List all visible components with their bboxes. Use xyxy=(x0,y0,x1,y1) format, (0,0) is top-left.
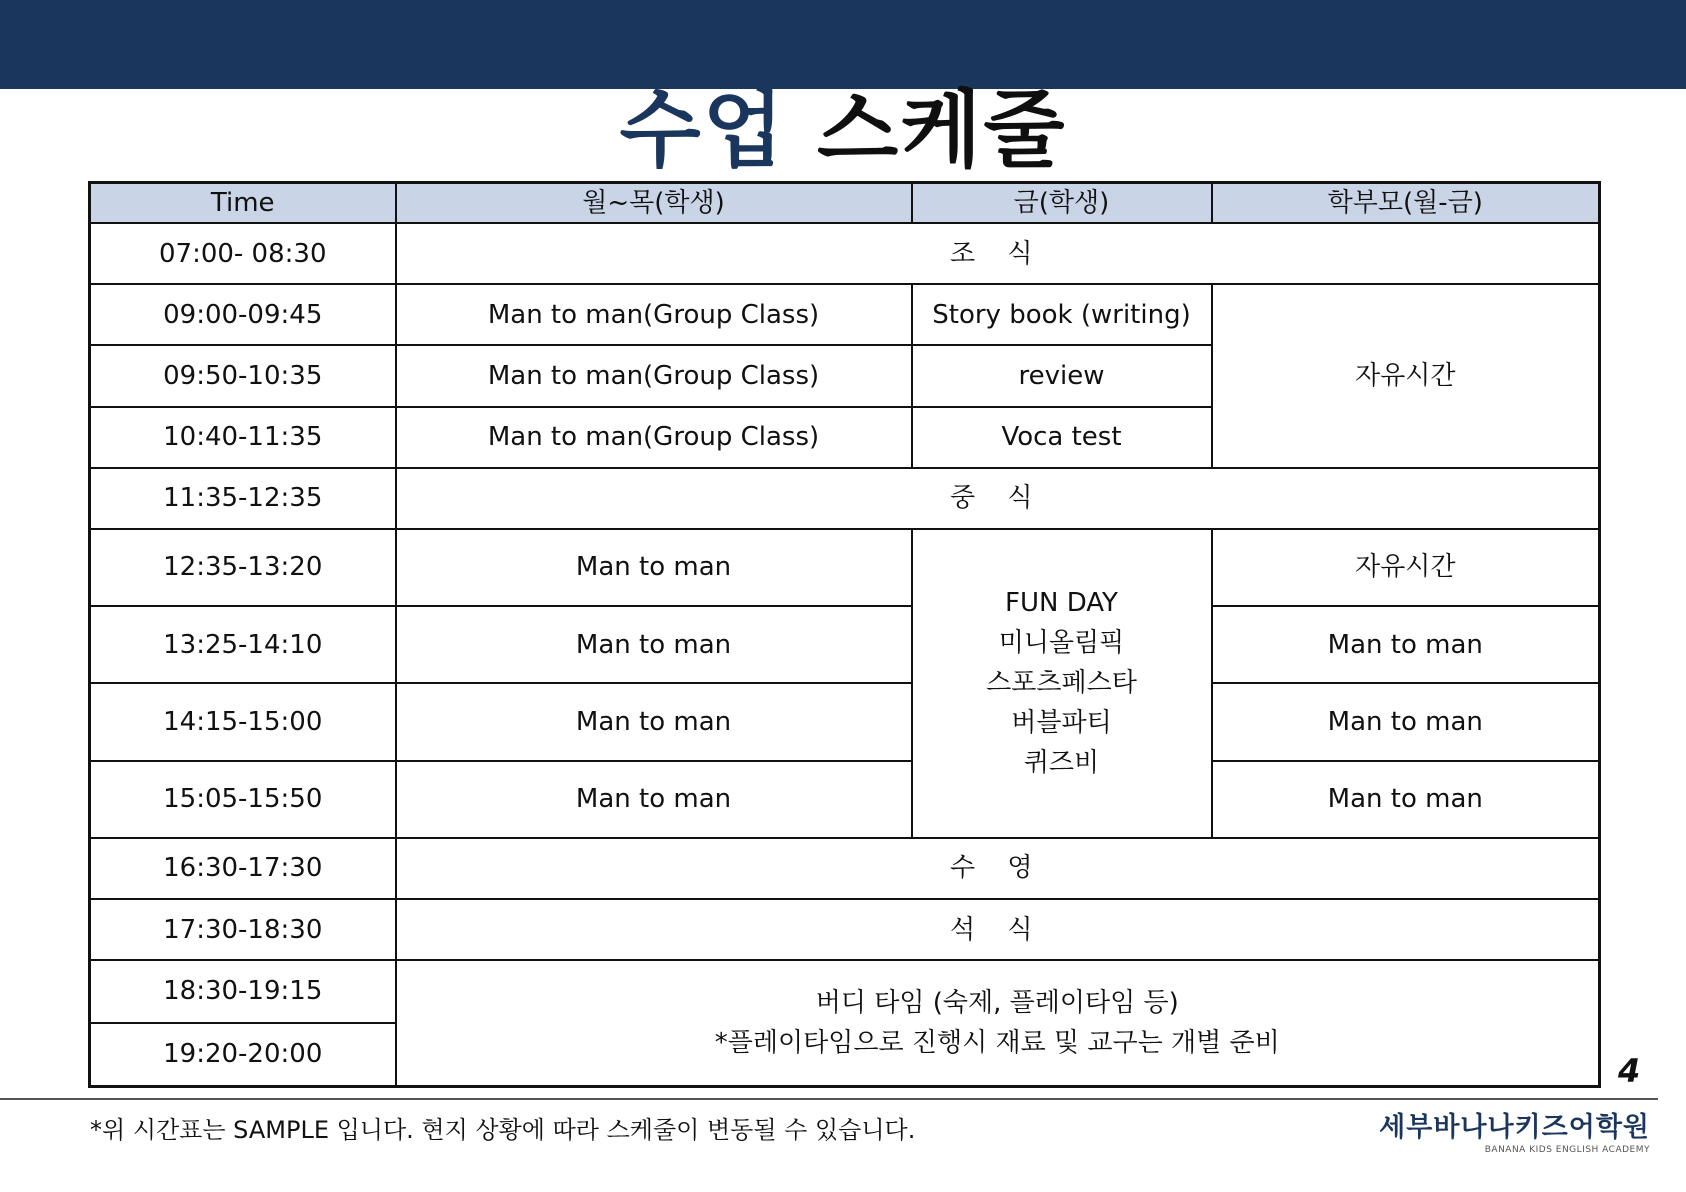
schedule-table xyxy=(88,181,1601,1088)
time-cell: 16:30-17:30 xyxy=(90,838,396,899)
time-cell: 12:35-13:20 xyxy=(90,529,396,606)
time-cell: 19:20-20:00 xyxy=(90,1023,396,1087)
dinner-cell: 석 식 xyxy=(396,899,1600,960)
table-row xyxy=(90,838,1600,899)
time-cell: 15:05-15:50 xyxy=(90,761,396,838)
time-cell: 09:50-10:35 xyxy=(90,345,396,406)
buddy-time-cell xyxy=(396,960,1600,1086)
title-part-2: 스케줄 xyxy=(817,81,1067,179)
header-time: Time xyxy=(90,183,396,224)
mon-thu-cell: Man to man(Group Class) xyxy=(396,284,912,345)
table-row xyxy=(90,606,1600,683)
academy-logo xyxy=(1379,1105,1650,1155)
time-cell: 11:35-12:35 xyxy=(90,468,396,529)
mon-thu-cell: Man to man xyxy=(396,606,912,683)
footer-divider xyxy=(0,1098,1658,1100)
fun-day-item: 퀴즈비 xyxy=(1023,748,1100,779)
mon-thu-cell: Man to man xyxy=(396,683,912,760)
table-row xyxy=(90,529,1600,606)
parents-cell: Man to man xyxy=(1212,606,1600,683)
fri-cell: review xyxy=(912,345,1212,406)
time-cell: 10:40-11:35 xyxy=(90,407,396,468)
time-cell: 13:25-14:10 xyxy=(90,606,396,683)
table-row xyxy=(90,761,1600,838)
header-fri: 금(학생) xyxy=(912,183,1212,224)
lunch-cell: 중 식 xyxy=(396,468,1600,529)
fun-day-item: FUN DAY xyxy=(1005,588,1118,619)
fri-cell: Story book (writing) xyxy=(912,284,1212,345)
table-row xyxy=(90,960,1600,1023)
time-cell: 14:15-15:00 xyxy=(90,683,396,760)
top-banner xyxy=(0,0,1686,89)
parents-cell: Man to man xyxy=(1212,683,1600,760)
logo-name: 세부바나나키즈어학원 xyxy=(1379,1112,1650,1143)
time-cell: 18:30-19:15 xyxy=(90,960,396,1023)
time-cell: 09:00-09:45 xyxy=(90,284,396,345)
fun-day-item: 미니올림픽 xyxy=(998,628,1125,659)
logo-tagline: BANANA KIDS ENGLISH ACADEMY xyxy=(1484,1145,1650,1155)
breakfast-cell: 조 식 xyxy=(396,223,1600,284)
swimming-cell: 수 영 xyxy=(396,838,1600,899)
title-part-1: 수업 xyxy=(619,81,786,179)
fun-day-cell xyxy=(912,529,1212,838)
header-row xyxy=(90,183,1600,224)
mon-thu-cell: Man to man xyxy=(396,761,912,838)
mon-thu-cell: Man to man(Group Class) xyxy=(396,345,912,406)
parents-free-time-cell: 자유시간 xyxy=(1212,284,1600,468)
fun-day-item: 스포츠페스타 xyxy=(986,668,1137,699)
page-title xyxy=(0,80,1686,180)
header-parents: 학부모(월-금) xyxy=(1212,183,1600,224)
table-row xyxy=(90,683,1600,760)
table-row xyxy=(90,899,1600,960)
mon-thu-cell: Man to man xyxy=(396,529,912,606)
fri-cell: Voca test xyxy=(912,407,1212,468)
time-cell: 17:30-18:30 xyxy=(90,899,396,960)
table-row xyxy=(90,284,1600,345)
fun-day-item: 버블파티 xyxy=(1011,708,1112,739)
buddy-time-note: *플레이타임으로 진행시 재료 및 교구는 개별 준비 xyxy=(714,1028,1280,1059)
page-number: 4 xyxy=(1618,1052,1641,1090)
parents-cell: 자유시간 xyxy=(1212,529,1600,606)
table-row xyxy=(90,223,1600,284)
time-cell: 07:00- 08:30 xyxy=(90,223,396,284)
mon-thu-cell: Man to man(Group Class) xyxy=(396,407,912,468)
table-row xyxy=(90,468,1600,529)
buddy-time-title: 버디 타임 (숙제, 플레이타임 등) xyxy=(815,988,1179,1019)
parents-cell: Man to man xyxy=(1212,761,1600,838)
footnote: *위 시간표는 SAMPLE 입니다. 현지 상황에 따라 스케줄이 변동될 수 있습니다. xyxy=(90,1116,916,1144)
header-mon-thu: 월~목(학생) xyxy=(396,183,912,224)
